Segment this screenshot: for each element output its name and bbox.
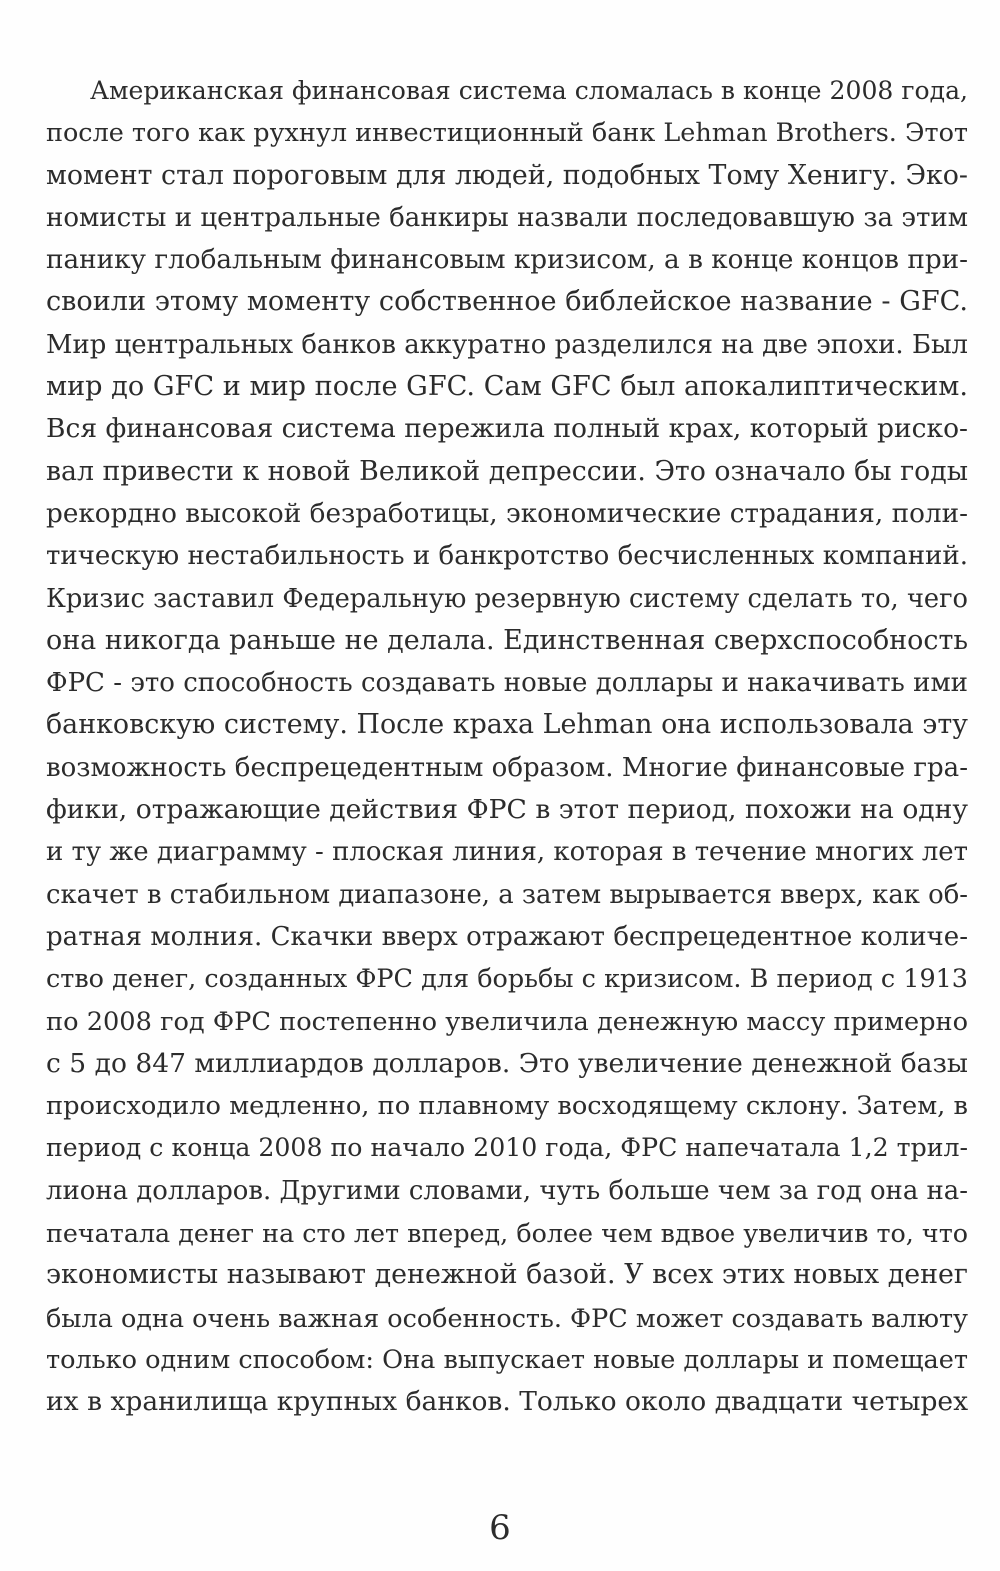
text-line: только одним способом: Она выпускает новые доллары и помещает (46, 1344, 968, 1375)
text-line: Кризис заставил Федеральную резервную систему сделать то, чего (46, 583, 968, 614)
text-line: банковскую систему. После краха Lehman она использовала эту (46, 709, 968, 741)
text-line: она никогда раньше не делала. Единственная сверхспособность (46, 624, 968, 656)
text-line: Вся финансовая система пережила полный крах, который риско- (46, 413, 968, 445)
text-line: тическую нестабильность и банкротство бесчисленных компаний. (46, 541, 968, 572)
text-line: после того как рухнул инвестиционный банк Lehman Brothers. Этот (46, 118, 968, 149)
text-line: номисты и центральные банкиры назвали последовавшую за этим (46, 202, 968, 233)
text-line: с 5 до 847 миллиардов долларов. Это увеличение денежной базы (46, 1047, 968, 1079)
text-line: возможность беспрецедентным образом. Многие финансовые гра- (46, 752, 968, 783)
text-line: была одна очень важная особенность. ФРС может создавать валюту (46, 1302, 968, 1333)
text-line: ство денег, созданных ФРС для борьбы с кризисом. В период с 1913 (46, 964, 968, 995)
text-line: их в хранилища крупных банков. Только около двадцати четырех (46, 1386, 968, 1418)
text-line: Мир центральных банков аккуратно разделился на две эпохи. Был (46, 329, 968, 360)
text-line: Американская финансовая система сломалась в конце 2008 года, (90, 76, 968, 105)
text-line: по 2008 год ФРС постепенно увеличила денежную массу примерно (46, 1006, 968, 1037)
text-line: ФРС - это способность создавать новые доллары и накачивать ими (46, 668, 968, 699)
text-line: вал привести к новой Великой депрессии. Это означало бы годы (46, 455, 968, 487)
text-line: происходило медленно, по плавному восходящему склону. Затем, в (46, 1091, 968, 1122)
text-line: печатала денег на сто лет вперед, более чем вдвое увеличив то, что (46, 1218, 968, 1249)
text-line: своили этому моменту собственное библейское название - GFC. (46, 286, 968, 318)
body-paragraph (46, 70, 968, 1424)
page-number: 6 (489, 1508, 511, 1548)
text-line: панику глобальным финансовым кризисом, а в конце концов при- (46, 245, 968, 276)
text-line: скачет в стабильном диапазоне, а затем вырывается вверх, как об- (46, 879, 968, 910)
text-line: период с конца 2008 по начало 2010 года, ФРС напечатала 1,2 трил- (46, 1133, 968, 1163)
text-line: рекордно высокой безработицы, экономические страдания, поли- (46, 498, 968, 529)
text-line: момент стал пороговым для людей, подобных Тому Хенигу. Эко- (46, 159, 968, 191)
text-line: ратная молния. Скачки вверх отражают беспрецедентное количе- (46, 921, 968, 952)
text-line: мир до GFC и мир после GFC. Сам GFC был апокалиптическим. (46, 371, 968, 403)
text-line: и ту же диаграмму - плоская линия, которая в течение многих лет (46, 837, 968, 868)
text-line: экономисты называют денежной базой. У всех этих новых денег (46, 1259, 968, 1291)
text-line: фики, отражающие действия ФРС в этот период, похожи на одну (46, 794, 968, 826)
text-line: лиона долларов. Другими словами, чуть больше чем за год она на- (46, 1175, 968, 1206)
